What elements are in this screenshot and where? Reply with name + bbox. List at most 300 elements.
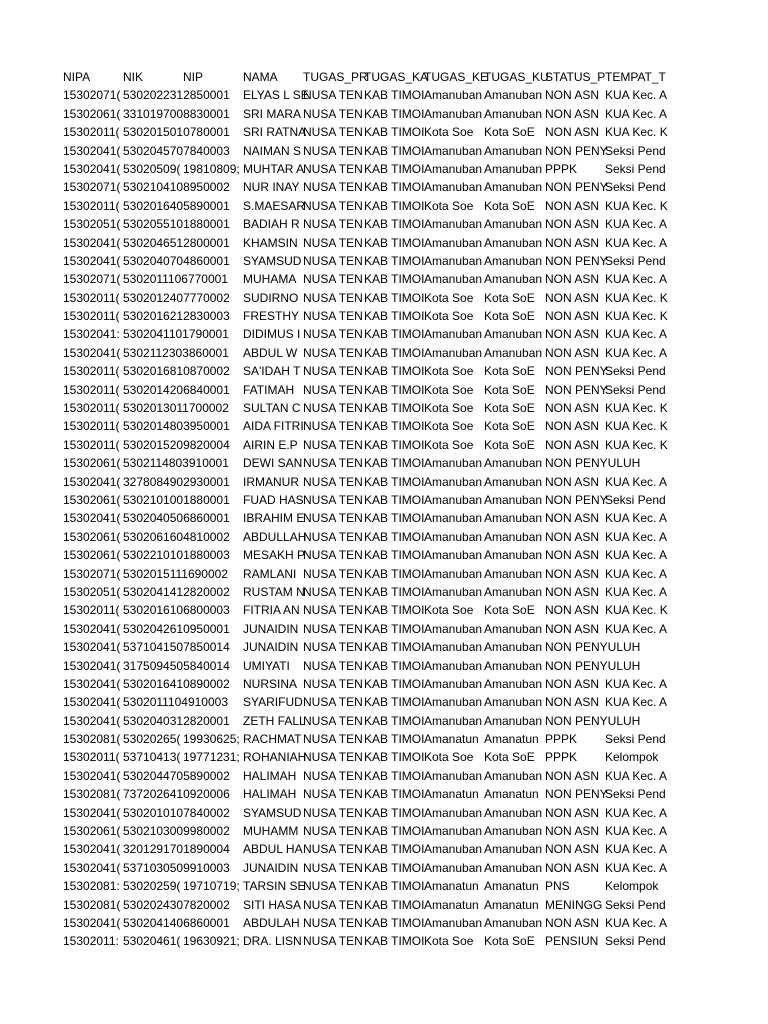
cell-tempat-t: KUA Kec. K	[605, 198, 668, 213]
cell-nik: 5302045707840003	[123, 143, 230, 158]
cell-tugas-ka: KAB TIMOI	[364, 345, 425, 360]
cell-status-p: NON ASN	[545, 566, 600, 581]
cell-nipa: 15302081:	[63, 879, 120, 894]
cell-nik: 5302112303860001	[123, 345, 229, 360]
cell-tempat-t: KUA Kec. A	[605, 345, 668, 360]
table-row	[63, 896, 669, 914]
cell-tugas-ke: Kota Soe	[424, 364, 474, 379]
cell-tempat-t: Seksi Pend	[605, 180, 666, 195]
cell-tugas-ka: KAB TIMOI	[364, 492, 425, 507]
cell-status-p: PENSIUN	[545, 934, 599, 949]
cell-nama: RACHMAT	[243, 732, 302, 747]
cell-nip: 19771231;	[183, 750, 240, 765]
cell-tugas-pr: NUSA TEN	[303, 805, 363, 820]
cell-tugas-ka: KAB TIMOI	[364, 511, 425, 526]
cell-tugas-ka: KAB TIMOI	[364, 88, 425, 103]
cell-nip	[183, 252, 243, 270]
cell-nama: FUAD HAS	[243, 492, 304, 507]
cell-tugas-ka: KAB TIMOI	[364, 915, 425, 930]
cell-tugas-ke: Amanuban	[424, 529, 483, 544]
table-row	[63, 381, 669, 399]
cell-tugas-ka: KAB TIMOI	[364, 382, 425, 397]
table-row	[63, 785, 669, 803]
cell-nip	[183, 896, 243, 914]
cell-nik: 53020259(	[123, 879, 181, 894]
cell-nik: 5371041507850014	[123, 640, 230, 655]
cell-nama: JUNAIDIN	[243, 860, 299, 875]
cell-nik: 3310197008830001	[123, 106, 230, 121]
cell-tugas-pr: NUSA TEN	[303, 621, 363, 636]
cell-nama: DIDIMUS I	[243, 327, 301, 342]
cell-status-p: NON ASN	[545, 805, 600, 820]
cell-nik: 5302015010780001	[123, 125, 230, 140]
cell-nipa: 15302081(	[63, 787, 121, 802]
cell-nip	[183, 675, 243, 693]
cell-nik: 5302044705890002	[123, 768, 230, 783]
cell-tempat-t: KUA Kec. A	[605, 88, 668, 103]
cell-nama: TARSIN SE	[243, 879, 306, 894]
cell-nipa: 15302051(	[63, 217, 121, 232]
table-row	[63, 675, 669, 693]
cell-tugas-ke: Amanuban	[424, 161, 483, 176]
cell-nik: 5302055101880001	[123, 217, 230, 232]
cell-tugas-pr: NUSA TEN	[303, 437, 363, 452]
cell-status-p: NON ASN	[545, 345, 600, 360]
cell-tugas-ka: KAB TIMOI	[364, 713, 425, 728]
cell-nipa: 15302041(	[63, 915, 121, 930]
cell-tugas-ku: Amanuban	[484, 713, 543, 728]
cell-tugas-ku: Amanuban	[484, 345, 543, 360]
cell-tugas-ku: Kota SoE	[484, 309, 535, 324]
cell-tempat-t: KUA Kec. K	[605, 437, 668, 452]
cell-tugas-ka: KAB TIMOI	[364, 695, 425, 710]
cell-nipa: 15302041(	[63, 713, 121, 728]
cell-tugas-ke: Kota Soe	[424, 198, 474, 213]
cell-tugas-pr: NUSA TEN	[303, 253, 363, 268]
cell-nipa: 15302071(	[63, 566, 121, 581]
cell-tempat-t: Seksi Pend	[605, 787, 666, 802]
cell-tugas-ku: Amanuban	[484, 143, 543, 158]
cell-tugas-ka: KAB TIMOI	[364, 824, 425, 839]
cell-nik: 5302016405890001	[123, 198, 230, 213]
cell-tugas-pr: NUSA TEN	[303, 603, 363, 618]
cell-tugas-ku: Amanuban	[484, 658, 543, 673]
cell-status-p: NON PENY	[545, 143, 608, 158]
cell-tugas-ka: KAB TIMOI	[364, 842, 425, 857]
cell-nipa: 15302011(	[63, 437, 120, 452]
cell-tugas-ke: Kota Soe	[424, 125, 474, 140]
cell-nik: 5302046512800001	[123, 235, 230, 250]
cell-tugas-ke: Amanuban	[424, 180, 483, 195]
cell-nama: NUR INAY	[243, 180, 300, 195]
cell-nama: DRA. LISN	[243, 934, 302, 949]
cell-status-p: NON ASN	[545, 676, 600, 691]
cell-nipa: 15302041(	[63, 658, 121, 673]
cell-nama: S.MAESAR	[243, 198, 306, 213]
cell-nama: JUNAIDIN	[243, 621, 299, 636]
cell-status-p: NON PENY	[545, 787, 608, 802]
cell-tempat-t: Seksi Pend	[605, 382, 666, 397]
cell-tugas-ka: KAB TIMOI	[364, 235, 425, 250]
cell-nik: 5302061604810002	[123, 529, 230, 544]
cell-tempat-t: KUA Kec. A	[605, 915, 668, 930]
cell-tugas-ka: KAB TIMOI	[364, 309, 425, 324]
cell-tugas-ku: Kota SoE	[484, 382, 535, 397]
cell-tugas-ku: Amanuban	[484, 584, 543, 599]
cell-nip	[183, 215, 243, 233]
cell-nipa: 15302041:	[63, 327, 120, 342]
cell-nama: SULTAN C	[243, 401, 301, 416]
cell-nip: 19930625;	[183, 732, 240, 747]
cell-status-p: NON PENYULUH	[545, 640, 641, 655]
cell-nip	[183, 436, 243, 454]
cell-nik: 3201291701890004	[123, 842, 230, 857]
cell-tugas-ku: Amanuban	[484, 805, 543, 820]
cell-tugas-ka: KAB TIMOI	[364, 750, 425, 765]
cell-nip	[183, 270, 243, 288]
cell-tugas-ke: Amanuban	[424, 713, 483, 728]
cell-tugas-ke: Kota Soe	[424, 382, 474, 397]
cell-nik: 5302041406860001	[123, 915, 230, 930]
cell-nip	[183, 859, 243, 877]
cell-tugas-ke: Amanuban	[424, 253, 483, 268]
cell-nik: 53020509(	[123, 161, 181, 176]
cell-tugas-ka: KAB TIMOI	[364, 529, 425, 544]
cell-tugas-ka: KAB TIMOI	[364, 180, 425, 195]
cell-tugas-ka: KAB TIMOI	[364, 474, 425, 489]
cell-nipa: 15302041(	[63, 345, 121, 360]
table-row	[63, 491, 669, 509]
cell-tugas-pr: NUSA TEN	[303, 88, 363, 103]
cell-tugas-ke: Amanuban	[424, 235, 483, 250]
cell-tugas-ke: Amanuban	[424, 676, 483, 691]
cell-nama: IRMANUR	[243, 474, 299, 489]
cell-tugas-ku: Amanuban	[484, 842, 543, 857]
cell-nip	[183, 178, 243, 196]
cell-tugas-ku: Amanuban	[484, 566, 543, 581]
cell-tempat-t	[605, 454, 669, 472]
cell-nip: 19630921;	[183, 934, 240, 949]
table-row	[63, 730, 669, 748]
cell-tugas-pr: NUSA TEN	[303, 235, 363, 250]
cell-tugas-pr: NUSA TEN	[303, 824, 363, 839]
table-row	[63, 932, 669, 950]
cell-nik: 5302016810870002	[123, 364, 230, 379]
cell-nipa: 15302061(	[63, 548, 121, 563]
cell-tugas-ku: Kota SoE	[484, 603, 535, 618]
cell-nip	[183, 565, 243, 583]
cell-nama: SA'IDAH T	[243, 364, 301, 379]
cell-tugas-ku: Amanuban	[484, 621, 543, 636]
cell-nipa: 15302071(	[63, 272, 121, 287]
cell-tempat-t: KUA Kec. A	[605, 676, 668, 691]
cell-nip: 19710719;	[183, 879, 240, 894]
cell-nipa: 15302041(	[63, 768, 121, 783]
cell-tugas-pr: NUSA TEN	[303, 290, 363, 305]
cell-nama: RUSTAM N	[243, 584, 305, 599]
cell-tugas-ke: Amanuban	[424, 695, 483, 710]
cell-nik: 5302042610950001	[123, 621, 230, 636]
cell-tugas-pr: NUSA TEN	[303, 419, 363, 434]
table-row	[63, 105, 669, 123]
cell-status-p: NON ASN	[545, 529, 600, 544]
cell-tempat-t: KUA Kec. K	[605, 603, 668, 618]
cell-tugas-ka: KAB TIMOI	[364, 676, 425, 691]
cell-tempat-t: KUA Kec. A	[605, 106, 668, 121]
cell-tugas-pr: NUSA TEN	[303, 934, 363, 949]
cell-tugas-ka: KAB TIMOI	[364, 401, 425, 416]
cell-nik: 3175094505840014	[123, 658, 230, 673]
cell-tempat-t: Seksi Pend	[605, 253, 666, 268]
cell-nip	[183, 822, 243, 840]
cell-tugas-ku: Amanuban	[484, 253, 543, 268]
cell-tugas-ku: Kota SoE	[484, 290, 535, 305]
cell-tempat-t: KUA Kec. A	[605, 272, 668, 287]
cell-nip	[183, 693, 243, 711]
cell-nipa: 15302081(	[63, 897, 121, 912]
cell-nip	[183, 804, 243, 822]
table-row	[63, 362, 669, 380]
cell-tugas-ke: Amanuban	[424, 272, 483, 287]
table-row	[63, 399, 669, 417]
table-row	[63, 473, 669, 491]
cell-status-p: NON ASN	[545, 584, 600, 599]
cell-status-p: PNS	[545, 879, 570, 894]
cell-tugas-pr: NUSA TEN	[303, 309, 363, 324]
cell-nama: NURSINA	[243, 676, 298, 691]
cell-nip	[183, 362, 243, 380]
cell-nik: 53710413(	[123, 750, 181, 765]
cell-tugas-ku: Amanuban	[484, 106, 543, 121]
cell-tempat-t: Seksi Pend	[605, 143, 666, 158]
cell-nama: AIDA FITRI	[243, 419, 304, 434]
cell-tugas-ka: KAB TIMOI	[364, 640, 425, 655]
cell-nip	[183, 546, 243, 564]
cell-tempat-t: KUA Kec. A	[605, 824, 668, 839]
cell-nipa: 15302041(	[63, 695, 121, 710]
cell-tugas-ku: Kota SoE	[484, 419, 535, 434]
cell-nip	[183, 712, 243, 730]
cell-tugas-ku: Amanuban	[484, 548, 543, 563]
cell-tugas-ka: KAB TIMOI	[364, 272, 425, 287]
cell-tugas-ka: KAB TIMOI	[364, 198, 425, 213]
cell-nama: ELYAS L SE	[243, 88, 309, 103]
table-row	[63, 344, 669, 362]
cell-tugas-pr: NUSA TEN	[303, 548, 363, 563]
cell-tugas-pr: NUSA TEN	[303, 768, 363, 783]
cell-nip	[183, 454, 243, 472]
header-cell-nipa: NIPA	[63, 70, 91, 84]
cell-nik: 3278084902930001	[123, 474, 230, 489]
cell-tugas-ke: Amanuban	[424, 621, 483, 636]
cell-tugas-pr: NUSA TEN	[303, 180, 363, 195]
table-body	[63, 86, 669, 950]
cell-tugas-ka: KAB TIMOI	[364, 161, 425, 176]
cell-tugas-ku: Kota SoE	[484, 364, 535, 379]
cell-nipa: 15302041(	[63, 161, 121, 176]
cell-tugas-ke: Kota Soe	[424, 290, 474, 305]
table-row	[63, 914, 669, 932]
cell-tugas-ku: Amanuban	[484, 860, 543, 875]
cell-nip	[183, 307, 243, 325]
table-row	[63, 877, 669, 895]
cell-nik: 5302015209820004	[123, 437, 230, 452]
cell-nipa: 15302011(	[63, 125, 120, 140]
cell-nama: FRESTHY	[243, 309, 300, 324]
cell-nipa: 15302011(	[63, 309, 120, 324]
cell-nip	[183, 105, 243, 123]
cell-tugas-ke: Kota Soe	[424, 750, 474, 765]
cell-status-p: NON ASN	[545, 125, 600, 140]
cell-tempat-t: KUA Kec. K	[605, 419, 668, 434]
cell-tugas-ku: Kota SoE	[484, 437, 535, 452]
cell-nama: MUHTAR A	[243, 161, 305, 176]
cell-nama: JUNAIDIN	[243, 640, 299, 655]
cell-tugas-ke: Amanuban	[424, 548, 483, 563]
cell-nama: HALIMAH	[243, 768, 297, 783]
cell-nama: ZETH FALL	[243, 713, 306, 728]
cell-tugas-ke: Amanuban	[424, 474, 483, 489]
cell-tugas-ke: Amanuban	[424, 456, 483, 471]
cell-nipa: 15302061(	[63, 492, 121, 507]
header-cell-tugas-ku: TUGAS_KU	[484, 70, 549, 84]
table-row	[63, 583, 669, 601]
cell-tugas-pr: NUSA TEN	[303, 327, 363, 342]
cell-nik: 5371030509910003	[123, 860, 230, 875]
cell-nama: ABDUL HA	[243, 842, 303, 857]
cell-tugas-ka: KAB TIMOI	[364, 456, 425, 471]
cell-nama: MUHAMA	[243, 272, 297, 287]
cell-nip	[183, 344, 243, 362]
cell-tugas-ke: Amanatun	[424, 879, 479, 894]
cell-nip	[183, 123, 243, 141]
cell-tugas-ka: KAB TIMOI	[364, 290, 425, 305]
cell-tempat-t: KUA Kec. A	[605, 548, 668, 563]
table-row	[63, 565, 669, 583]
cell-status-p: NON PENYULUH	[545, 456, 641, 471]
cell-status-p: NON ASN	[545, 548, 600, 563]
cell-tempat-t	[605, 638, 669, 656]
cell-tugas-pr: NUSA TEN	[303, 842, 363, 857]
spreadsheet	[63, 68, 669, 951]
cell-tugas-ka: KAB TIMOI	[364, 125, 425, 140]
cell-nipa: 15302011:	[63, 934, 119, 949]
table-row	[63, 123, 669, 141]
cell-tugas-ke: Amanuban	[424, 143, 483, 158]
cell-tugas-ku: Amanuban	[484, 915, 543, 930]
cell-nipa: 15302041(	[63, 511, 121, 526]
cell-status-p: NON ASN	[545, 603, 600, 618]
cell-nipa: 15302011(	[63, 603, 120, 618]
table-row	[63, 86, 669, 104]
cell-status-p: NON PENY	[545, 492, 608, 507]
cell-tugas-ka: KAB TIMOI	[364, 897, 425, 912]
cell-nama: AIRIN E.P	[243, 437, 298, 452]
cell-tugas-ke: Kota Soe	[424, 419, 474, 434]
cell-nipa: 15302041(	[63, 676, 121, 691]
cell-tempat-t: KUA Kec. K	[605, 125, 668, 140]
cell-tempat-t: Seksi Pend	[605, 364, 666, 379]
cell-tugas-ku: Amanuban	[484, 88, 543, 103]
cell-nama: DEWI SAN	[243, 456, 303, 471]
cell-nip	[183, 914, 243, 932]
cell-nama: MUHAMM	[243, 824, 299, 839]
cell-tugas-ke: Amanuban	[424, 824, 483, 839]
cell-tugas-ka: KAB TIMOI	[364, 805, 425, 820]
cell-nip	[183, 638, 243, 656]
cell-status-p: NON PENY	[545, 253, 608, 268]
cell-nipa: 15302051(	[63, 584, 121, 599]
cell-tugas-ku: Amanuban	[484, 768, 543, 783]
cell-tugas-pr: NUSA TEN	[303, 640, 363, 655]
cell-nip	[183, 142, 243, 160]
cell-nip	[183, 473, 243, 491]
cell-tugas-ku: Amanuban	[484, 529, 543, 544]
cell-status-p: NON ASN	[545, 309, 600, 324]
cell-tugas-pr: NUSA TEN	[303, 125, 363, 140]
cell-nip	[183, 289, 243, 307]
cell-nama: SUDIRNO	[243, 290, 299, 305]
cell-nip	[183, 767, 243, 785]
table-row	[63, 601, 669, 619]
cell-nipa: 15302061(	[63, 824, 121, 839]
cell-tugas-ka: KAB TIMOI	[364, 106, 425, 121]
table-row	[63, 436, 669, 454]
cell-nip	[183, 197, 243, 215]
cell-nama: HALIMAH	[243, 787, 297, 802]
cell-tugas-ku: Kota SoE	[484, 750, 535, 765]
cell-nama: ABDUL W	[243, 345, 298, 360]
cell-tugas-ka: KAB TIMOI	[364, 327, 425, 342]
cell-nip	[183, 583, 243, 601]
cell-nama: SRI RATNA	[243, 125, 307, 140]
cell-nama: ABDULAH	[243, 915, 300, 930]
cell-nipa: 15302011(	[63, 364, 120, 379]
cell-tugas-ka: KAB TIMOI	[364, 879, 425, 894]
table-row	[63, 252, 669, 270]
table-row	[63, 546, 669, 564]
table-row	[63, 454, 669, 472]
cell-status-p: PPPK	[545, 732, 578, 747]
cell-status-p: NON ASN	[545, 621, 600, 636]
table-row	[63, 197, 669, 215]
cell-tugas-ku: Amanuban	[484, 474, 543, 489]
cell-tugas-pr: NUSA TEN	[303, 787, 363, 802]
cell-tugas-ke: Amanuban	[424, 640, 483, 655]
cell-tugas-pr: NUSA TEN	[303, 272, 363, 287]
cell-tugas-ke: Amanuban	[424, 842, 483, 857]
cell-tempat-t	[605, 657, 669, 675]
cell-nip	[183, 234, 243, 252]
cell-tugas-ku: Amanatun	[484, 897, 539, 912]
cell-tugas-ku: Amanuban	[484, 824, 543, 839]
cell-tempat-t: KUA Kec. A	[605, 842, 668, 857]
cell-tugas-ku: Amanatun	[484, 732, 539, 747]
cell-tempat-t: KUA Kec. A	[605, 805, 668, 820]
cell-tugas-pr: NUSA TEN	[303, 750, 363, 765]
cell-tugas-ke: Amanuban	[424, 658, 483, 673]
cell-tugas-ku: Amanuban	[484, 327, 543, 342]
cell-nipa: 15302081(	[63, 732, 121, 747]
cell-tugas-ka: KAB TIMOI	[364, 437, 425, 452]
cell-tempat-t	[605, 712, 669, 730]
cell-nipa: 15302011(	[63, 401, 120, 416]
cell-status-p: NON PENYULUH	[545, 658, 641, 673]
cell-tempat-t: KUA Kec. K	[605, 290, 668, 305]
table-row	[63, 289, 669, 307]
cell-nik: 5302040506860001	[123, 511, 230, 526]
cell-tugas-pr: NUSA TEN	[303, 897, 363, 912]
